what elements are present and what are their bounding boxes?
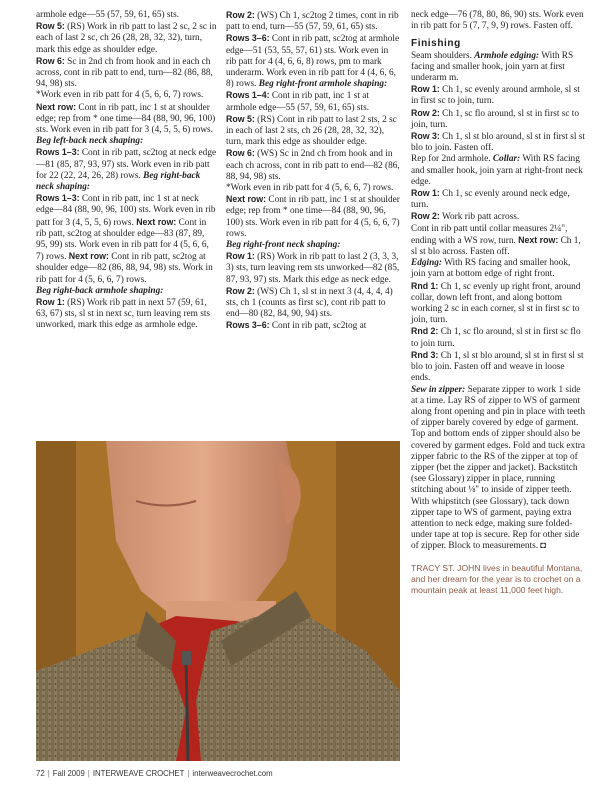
paragraph: Row 5: (RS) Cont in rib patt to last 2 sts, 2 sc in each of last 2 sts, ch 26 (28, 28, 32, 32), turn, mark this edge as shoulder edge. bbox=[226, 113, 397, 148]
paragraph: Row 3: Ch 1, sl st blo around, sl st in first sl st blo to join. Fasten off. bbox=[411, 131, 585, 154]
magazine-url[interactable]: interweavecrochet.com bbox=[192, 769, 273, 778]
paragraph: neck edge—76 (78, 80, 86, 90) sts. Work even in rib patt for 5 (7, 7, 9, 9) rows. Fasten off. bbox=[411, 10, 584, 32]
paragraph: Row 1: (RS) Work rib patt in next 57 (59, 61, 63, 67) sts, sl st in next sc, turn leaving rem sts unworked, mark this edge as armhole edge. bbox=[36, 297, 211, 331]
paragraph: *Work even in rib patt for 4 (5, 6, 6, 7) rows. Next row: Cont in rib patt, inc 1 st at shoulder edge; rep from * one time—84 (88, 90, 96, 100) sts. Work even in rib patt for 4 (5, 6, 6, 7) rows. bbox=[226, 183, 400, 239]
paragraph: *Work even in rib patt for 4 (5, 6, 6, 7) rows. Next row: Cont in rib patt, inc 1 st at shoulder edge; rep from * one time—84 (88, 90, 96, 100) sts. Work even in rib patt for 3 (4, 5, 5, 6) rows. bbox=[36, 90, 216, 136]
model-wearing-vest-image bbox=[36, 441, 400, 761]
page-footer: 72 | Fall 2009 | INTERWEAVE CROCHET | interweavecrochet.com bbox=[36, 769, 273, 778]
paragraph: Row 5: (RS) Work in rib patt to last 2 sc, 2 sc in each of last 2 sc, ch 26 (28, 28, 32, 32), turn, mark this edge as shoulder edge. bbox=[36, 21, 217, 55]
paragraph: Row 2: Work rib patt across. bbox=[411, 211, 520, 223]
paragraph: Row 2: (WS) Ch 1, sc2tog 2 times, cont in rib patt to end, turn—55 (57, 59, 61, 65) sts. bbox=[226, 10, 399, 33]
model-photo bbox=[36, 441, 400, 761]
paragraph: Rnd 3: Ch 1, sl st blo around, sl st in first sl st blo to join. Fasten off and weave in loose ends. bbox=[411, 349, 584, 384]
subheading: Beg left-back neck shaping: bbox=[36, 136, 144, 147]
text-column-3 bbox=[411, 10, 585, 596]
paragraph: Rows 1–4: Cont in rib patt, inc 1 st at armhole edge—55 (57, 59, 61, 65) sts. bbox=[226, 90, 370, 113]
paragraph: Rows 3–6: Cont in rib patt, sc2tog at armhole edge—51 (53, 55, 57, 61) sts. Work even in rib patt for 4 (4, 6, 6, 8) rows, pm to mark underarm. Work even in rib patt for 4 (4, 6, 6, 8) rows. Beg right-front armhole shaping: bbox=[226, 33, 400, 90]
paragraph: Row 2: (WS) Ch 1, sl st in next 3 (4, 4, 4, 4) sts, ch 1 (counts as first sc), cont rib patt to end—80 (82, 84, 90, 94) sts. bbox=[226, 285, 393, 320]
designer-bio: TRACY ST. JOHN lives in beautiful Montana, and her dream for the year is to crochet on a mountain peak at least 11,000 feet high. bbox=[411, 562, 583, 595]
paragraph: Rows 1–3: Cont in rib patt, sc2tog at neck edge—81 (85, 87, 93, 97) sts. Work even in rib patt for 22 (22, 24, 26, 28) rows. Beg right-back neck shaping: bbox=[36, 147, 217, 193]
subheading: Beg right-back armhole shaping: bbox=[36, 285, 164, 296]
paragraph: armhole edge—55 (57, 59, 61, 65) sts. bbox=[36, 10, 180, 20]
paragraph: Rep for 2nd armhole. Collar: With RS facing and smaller hook, join yarn at right-front neck edge. bbox=[411, 154, 583, 187]
text-column-2 bbox=[226, 10, 400, 333]
paragraph: Row 2: Ch 1, sc flo around, sl st in first sc to join, turn. bbox=[411, 107, 580, 130]
paragraph: Edging: With RS facing and smaller hook, join yarn at bottom edge of right front. bbox=[411, 258, 571, 280]
paragraph: Row 6: Sc in 2nd ch from hook and in each ch across, cont in rib patt to end, turn—82 (86, 88, 94, 98) sts. bbox=[36, 55, 213, 90]
paragraph: Seam shoulders. Armhole edging: With RS facing and smaller hook, join yarn at first underarm m. bbox=[411, 50, 574, 84]
zipper-line bbox=[186, 656, 188, 761]
zipper-pull-icon bbox=[182, 651, 191, 665]
paragraph: Rnd 2: Ch 1, sc flo around, sl st in first sc flo to join turn. bbox=[411, 326, 581, 349]
issue-date: Fall 2009 bbox=[52, 769, 85, 778]
text-column-1 bbox=[36, 10, 218, 332]
paragraph: Rows 1–3: Cont in rib patt, inc 1 st at neck edge—84 (88, 90, 96, 100) sts. Work even in rib patt for 3 (4, 5, 5, 6) rows. Next row: Cont in rib patt, sc2tog at shoulder edge—83 (87, 89, 95, 99) sts. Work even in rib patt for 4 (5, 6, 6, 7) rows. Next row: Cont in rib patt, sc2tog at shoulder edge—82 (86, 88, 94, 98) sts. Work in rib patt for 4 (5, 6, 6, 7) rows. bbox=[36, 193, 216, 285]
page-number: 72 bbox=[36, 769, 45, 778]
section-heading: Finishing bbox=[411, 38, 461, 50]
paragraph: Rnd 1: Ch 1, sc evenly up right front, around collar, down left front, and along bottom working 2 sc in each corner, sl st in first sc to join, turn. bbox=[411, 280, 581, 326]
paragraph: Cont in rib patt until collar measures 2¼", ending with a WS row, turn. Next row: Ch 1, sl st blo across. Fasten off. bbox=[411, 223, 581, 258]
paragraph: Rows 3–6: Cont in rib patt, sc2tog at bbox=[226, 320, 367, 332]
subheading: Beg right-front neck shaping: bbox=[226, 240, 341, 251]
paragraph: Row 1: Ch 1, sc evenly around neck edge, turn. bbox=[411, 188, 570, 211]
end-mark-icon: ◘ bbox=[538, 541, 546, 552]
paragraph: Sew in zipper: Separate zipper to work 1 side at a time. Lay RS of zipper to WS of garment along front opening and pin in place with teeth of zipper barely covered by edge of garment. Top and bottom ends of zipper should also be covered by garment edges. Fold and tuck extra zipper fabric to the RS of the zipper at top of zipper (bet the zipper and jacket). Backstitch (see Glossary) zipper in place, running stitching about ⅛" to inside of zipper teeth. With whipstitch (see Glossary), tack down zipper tape to WS of garment, paying extra attention to neck edge, making sure folded-under tape at top is secure. Rep for other side of zipper. Block to measurements. ◘ bbox=[411, 384, 586, 552]
paragraph: Row 6: (WS) Sc in 2nd ch from hook and in each ch across, cont in rib patt to end—82 (86, 88, 94, 98) sts. bbox=[226, 148, 400, 182]
magazine-name: INTERWEAVE CROCHET bbox=[92, 769, 185, 778]
paragraph: Row 1: Ch 1, sc evenly around armhole, sl st in first sc to join, turn. bbox=[411, 84, 580, 107]
paragraph: Row 1: (RS) Work in rib patt to last 2 (3, 3, 3, 3) sts, turn leaving rem sts unworked—82 (85, 87, 93, 97) sts. Mark this edge as neck edge. bbox=[226, 251, 400, 285]
